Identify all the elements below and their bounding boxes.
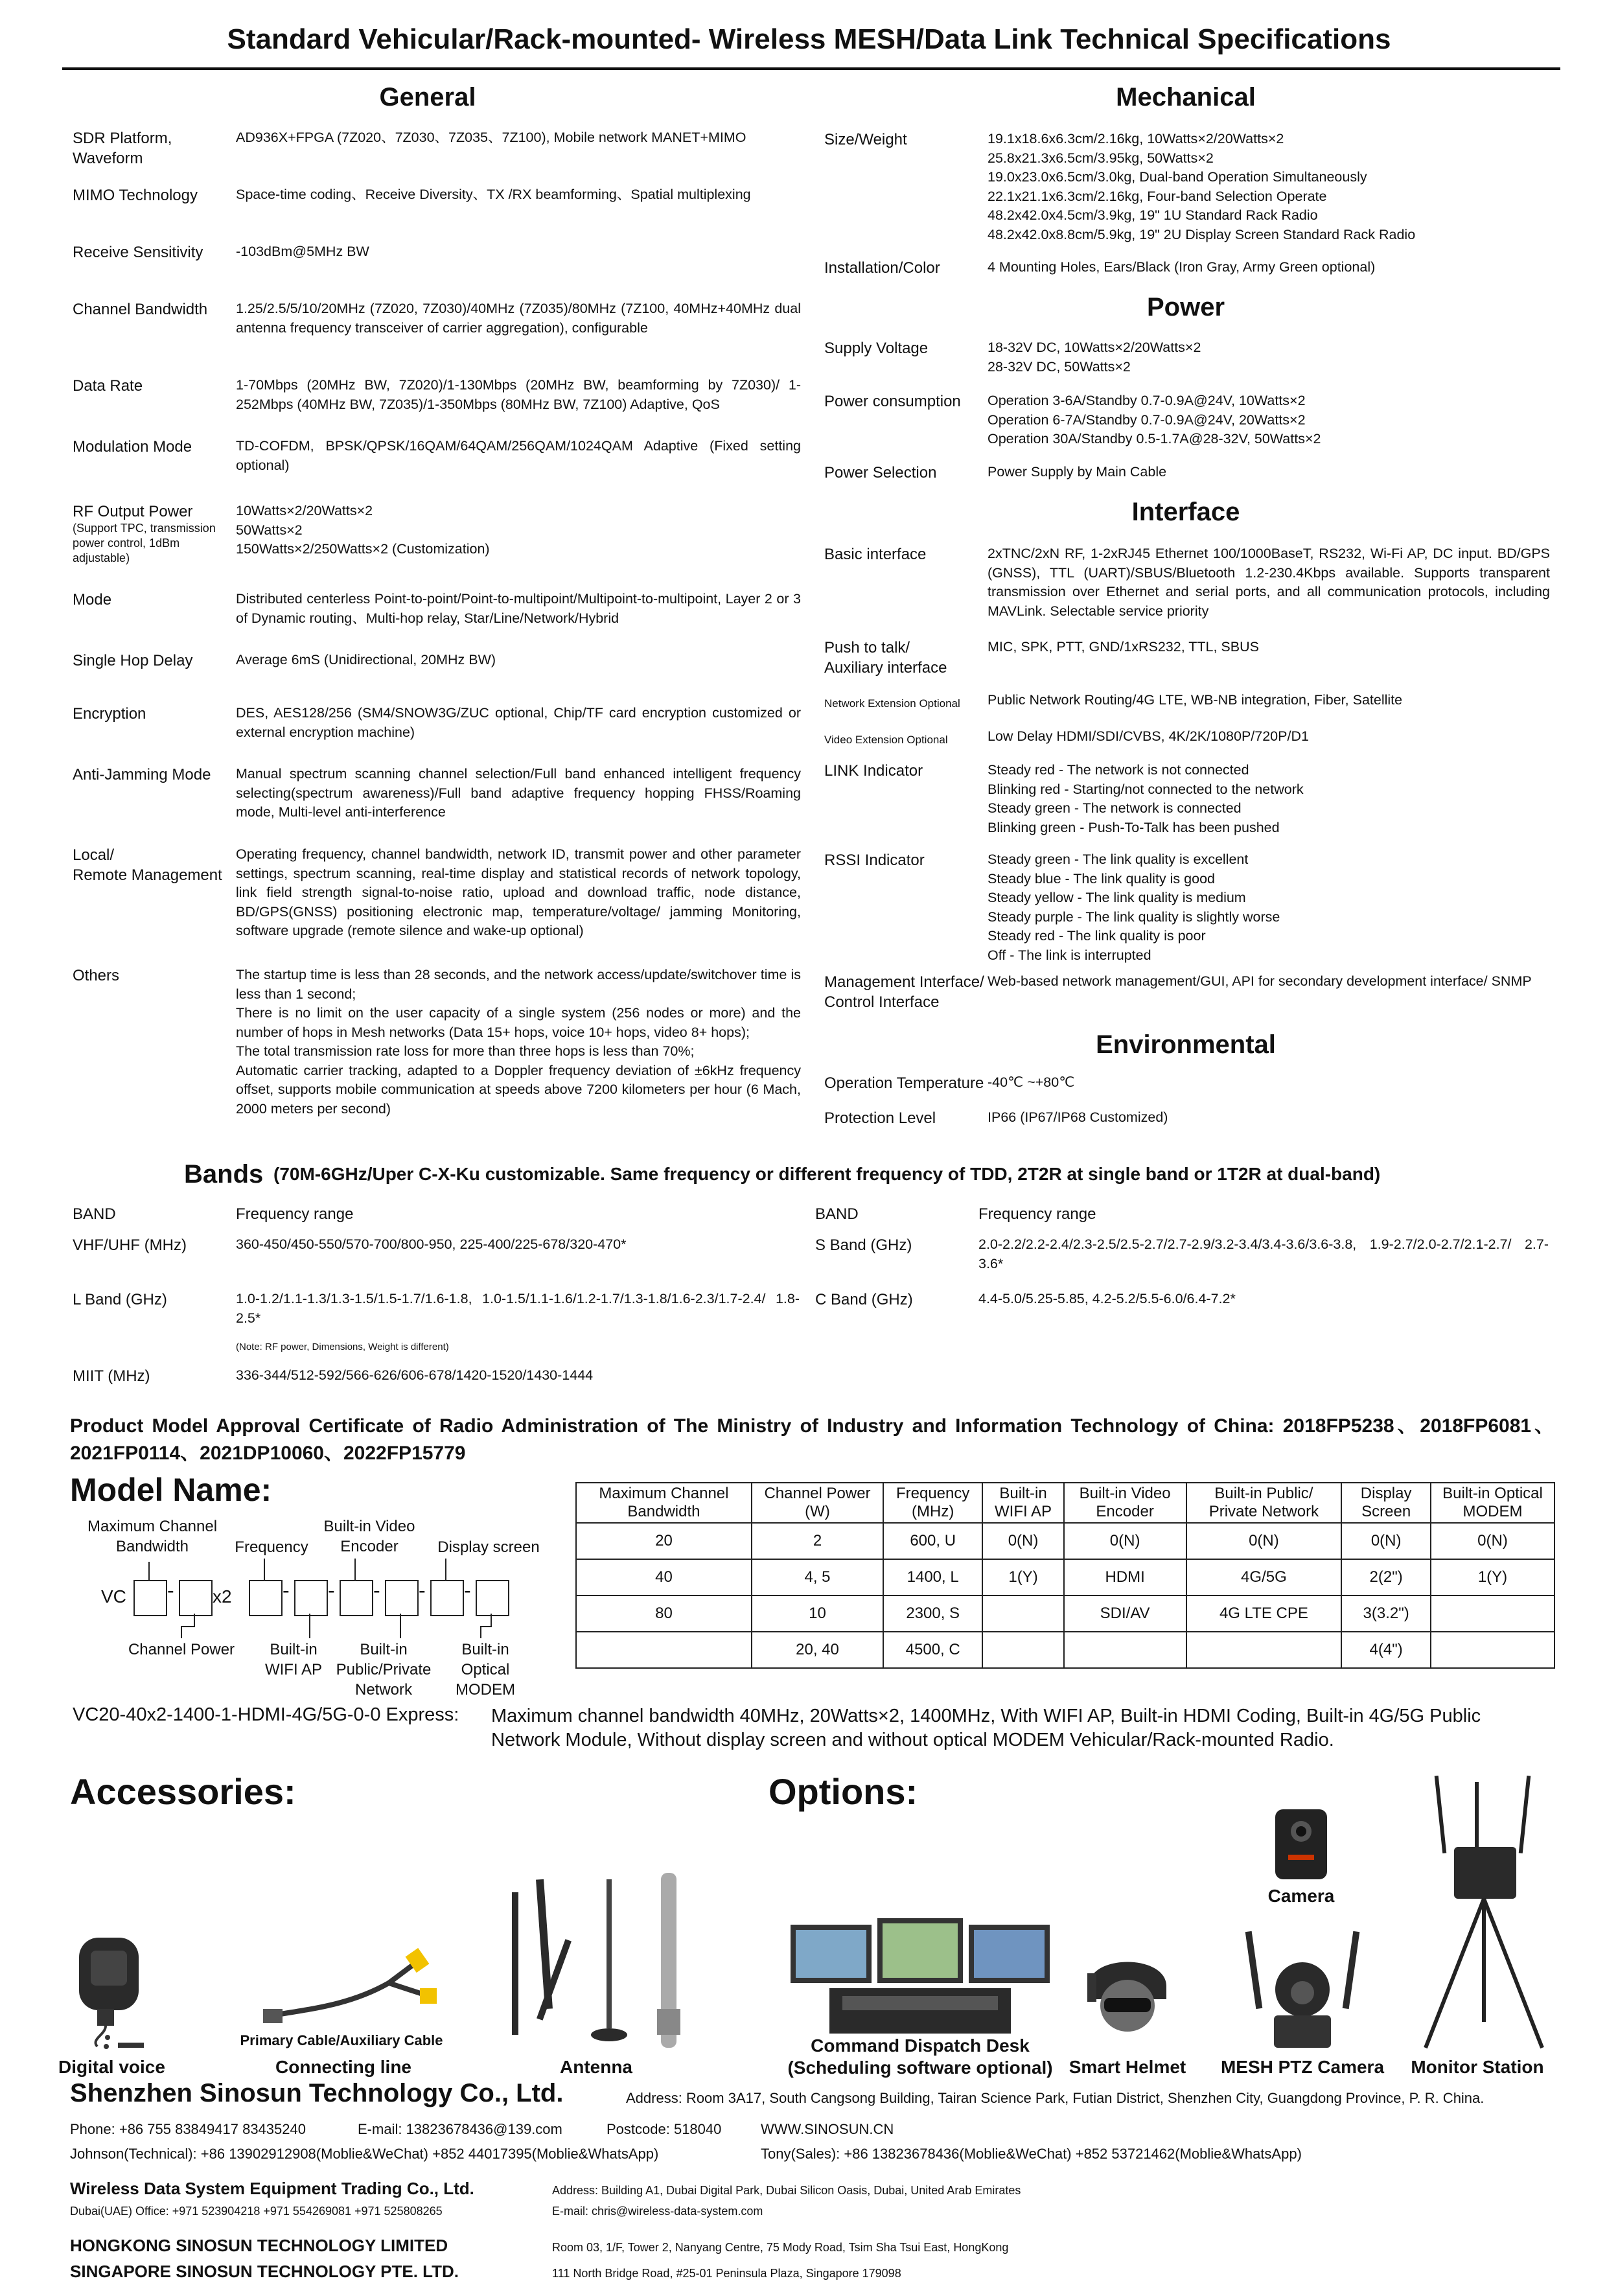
spec-label: Basic interface: [824, 546, 927, 563]
certificate-text: Product Model Approval Certificate of Radio Administration of The Ministry of Industry and Information Technology of China: 2018FP5238、2018FP6081、2021FP0114、2021DP10060、2022FP15779: [70, 1415, 1554, 1464]
table-cell: 1400, L: [883, 1559, 982, 1595]
options-heading: Options:: [769, 1771, 918, 1812]
spec-value: Operating frequency, channel bandwidth, network ID, transmit power and other parameter settings, spectrum scanning, real-time display and statistical records of network topology, link field strength signal-to-noise ratio, upload and download traffic, node distance, BD/GPS(GNSS) positioning electronic map, temperature/voltage/ jamming Monitoring, software upgrade (remote silence and wake-up optional): [236, 846, 801, 938]
band-range: 336-344/512-592/566-626/606-678/1420-1520/1430-1444: [236, 1367, 594, 1383]
spec-label: Push to talk/ Auxiliary interface: [824, 639, 947, 677]
table-header-cell: Display Screen: [1341, 1483, 1431, 1523]
table-cell: 4500, C: [883, 1632, 982, 1668]
table-header-cell: Channel Power (W): [752, 1483, 883, 1523]
table-cell: HDMI: [1064, 1559, 1186, 1595]
spec-value: Web-based network management/GUI, API for secondary development interface/ SNMP: [988, 973, 1532, 989]
spec-label: Supply Voltage: [824, 340, 929, 357]
table-cell: 4G/5G: [1186, 1559, 1342, 1595]
band-range: 4.4-5.0/5.25-5.85, 4.2-5.2/5.5-6.0/6.4-7.2*: [978, 1291, 1236, 1306]
spec-value: 18-32V DC, 10Watts×2/20Watts×2 28-32V DC, 50Watts×2: [988, 340, 1201, 375]
model-label-optical: Built-in Optical MODEM: [456, 1641, 515, 1699]
table-cell: 4, 5: [752, 1559, 883, 1595]
table-cell: [982, 1632, 1063, 1668]
spec-value: Average 6mS (Unidirectional, 20MHz BW): [236, 652, 496, 667]
model-options-table: [575, 1482, 1555, 1669]
spec-label: Management Interface/ Control Interface: [824, 973, 984, 1011]
model-dash: -: [464, 1579, 471, 1602]
hk-address: Room 03, 1/F, Tower 2, Nanyang Centre, 75 Mody Road, Tsim Sha Tsui East, HongKong: [552, 2241, 1009, 2254]
option-label: Camera: [1267, 1886, 1335, 1906]
company-address: Address: Room 3A17, South Cangsong Building, Tairan Science Park, Futian District, Shenzhen City, Guangdong Province, P. R. China.: [626, 2090, 1485, 2106]
table-cell: 20, 40: [752, 1632, 883, 1668]
table-cell: 20: [576, 1523, 752, 1559]
bands-heading: Bands: [184, 1160, 264, 1189]
band-name: S Band (GHz): [815, 1236, 912, 1254]
model-dash: -: [167, 1579, 174, 1602]
spec-value: Power Supply by Main Cable: [988, 464, 1167, 480]
table-header-cell: Built-in Public/ Private Network: [1186, 1483, 1342, 1523]
company-postcode: Postcode: 518040: [607, 2121, 722, 2137]
spec-label: Single Hop Delay: [73, 652, 193, 669]
spec-value: Manual spectrum scanning channel selection/Full band enhanced intelligent frequency selecting(spectrum awareness)/Full band adaptive frequency hopping FHSS/Roaming mode, Multi-level anti-interference: [236, 766, 801, 820]
handheld-microphone-icon: [65, 1931, 149, 2054]
model-label-display: Display screen: [437, 1538, 540, 1556]
cable-icon: [259, 1938, 441, 2041]
spec-value: Space-time coding、Receive Diversity、TX /RX beamforming、Spatial multiplexing: [236, 187, 751, 202]
sg-company-name: SINGAPORE SINOSUN TECHNOLOGY PTE. LTD.: [70, 2262, 459, 2281]
table-cell: 1(Y): [982, 1559, 1063, 1595]
company-website: WWW.SINOSUN.CN: [761, 2121, 894, 2137]
sg-address: 111 North Bridge Road, #25-01 Peninsula Plaza, Singapore 179098: [552, 2267, 901, 2280]
model-table-row: [576, 1595, 1554, 1632]
wds-company-name: Wireless Data System Equipment Trading Co., Ltd.: [70, 2179, 474, 2198]
model-label-frequency: Frequency: [235, 1538, 308, 1556]
mechanical-heading: Mechanical: [1116, 83, 1256, 111]
spec-label: Local/ Remote Management: [73, 846, 222, 884]
page-title: Standard Vehicular/Rack-mounted- Wireless MESH/Data Link Technical Specifications: [227, 23, 1391, 55]
table-cell: 0(N): [1431, 1523, 1554, 1559]
dispatch-desk-icon: [791, 1918, 1050, 2041]
table-cell: 4(4"): [1341, 1632, 1431, 1668]
spec-sublabel: (Support TPC, transmission power control, 1dBm adjustable): [73, 522, 216, 564]
table-header-cell: Built-in Optical MODEM: [1431, 1483, 1554, 1523]
dubai-office: Dubai(UAE) Office: +971 523904218 +971 554269081 +971 525808265: [70, 2205, 443, 2218]
option-label: MESH PTZ Camera: [1220, 2057, 1385, 2077]
spec-value: 1.25/2.5/5/10/20MHz (7Z020, 7Z030)/40MHz (7Z035)/80MHz (7Z100, 40MHz+40MHz dual antenna frequency transceiver of carrier aggregation), configurable: [236, 301, 801, 336]
ptz-camera-icon: [1238, 1931, 1367, 2054]
spec-label: SDR Platform, Waveform: [73, 130, 172, 167]
spec-value: Steady red - The network is not connected Blinking red - Starting/not connected to the network Steady green - The network is connected Blinking green - Push-To-Talk has been pushed: [988, 762, 1304, 835]
table-cell: 2300, S: [883, 1595, 982, 1632]
hk-company-name: HONGKONG SINOSUN TECHNOLOGY LIMITED: [70, 2236, 448, 2255]
spec-value: Steady green - The link quality is excellent Steady blue - The link quality is good Steady yellow - The link quality is medium Steady purple - The link quality is slightly worse Steady red - The link quality is poor Off - The link is interrupted: [988, 852, 1280, 963]
spec-value: Low Delay HDMI/SDI/CVBS, 4K/2K/1080P/720P/D1: [988, 728, 1309, 744]
spec-value: Operation 3-6A/Standby 0.7-0.9A@24V, 10Watts×2 Operation 6-7A/Standby 0.7-0.9A@24V, 20Watts×2 Operation 30A/Standby 0.5-1.7A@28-32V, 50Watts×2: [988, 393, 1321, 446]
interface-heading: Interface: [1131, 498, 1240, 526]
spec-value: 2xTNC/2xN RF, 1-2xRJ45 Ethernet 100/1000BaseT, RS232, Wi-Fi AP, DC input. BD/GPS (GNSS), TTL (UART)/SBUS/Bluetooth 1.2-230.4Kbps available. Supports transparent transmission over Ethernet and serial ports, and all communication protocols, including MAVLink. Selectable service priority: [988, 546, 1550, 619]
spec-label: Power consumption: [824, 393, 961, 410]
spec-label: Data Rate: [73, 377, 143, 395]
table-header-cell: Frequency (MHz): [883, 1483, 982, 1523]
table-cell: 0(N): [1341, 1523, 1431, 1559]
accessory-label: Connecting line: [275, 2057, 411, 2077]
band-name: VHF/UHF (MHz): [73, 1236, 187, 1254]
spec-label: Size/Weight: [824, 131, 907, 148]
table-cell: 0(N): [1064, 1523, 1186, 1559]
model-name-heading: Model Name:: [70, 1472, 272, 1508]
band-col-header-right: BAND: [815, 1205, 859, 1223]
table-header-cell: Maximum Channel Bandwidth: [576, 1483, 752, 1523]
band-name: L Band (GHz): [73, 1291, 167, 1308]
model-label-wifi: Built-in WIFI AP: [264, 1641, 322, 1678]
spec-label: Mode: [73, 591, 112, 609]
model-dash: -: [373, 1579, 380, 1602]
table-cell: 4G LTE CPE: [1186, 1595, 1342, 1632]
general-heading: General: [379, 83, 476, 111]
model-dash: -: [283, 1579, 290, 1602]
spec-value: IP66 (IP67/IP68 Customized): [988, 1109, 1168, 1125]
monitor-station-icon: [1413, 1776, 1555, 2054]
model-dash: -: [328, 1579, 335, 1602]
spec-label: Video Extension Optional: [824, 734, 948, 746]
spec-value: Distributed centerless Point-to-point/Point-to-multipoint/Multipoint-to-multipoint, Layer 2 or 3 of Dynamic routing、Multi-hop relay, Star/Line/Network/Hybrid: [236, 591, 801, 626]
spec-value: TD-COFDM, BPSK/QPSK/16QAM/64QAM/256QAM/1024QAM Adaptive (Fixed setting optional): [236, 438, 801, 473]
table-cell: [1186, 1632, 1342, 1668]
spec-label: Installation/Color: [824, 259, 940, 277]
spec-label: MIMO Technology: [73, 187, 198, 204]
body-camera-icon: [1269, 1805, 1334, 1883]
spec-value: 19.1x18.6x6.3cm/2.16kg, 10Watts×2/20Watts×2 25.8x21.3x6.5cm/3.95kg, 50Watts×2 19.0x23.0x6.5cm/3.0kg, Dual-band Operation Simultaneously 22.1x21.1x6.3cm/2.16kg, Four-band Selection Operate 48.2x42.0x4.5cm/3.9kg, 19" 1U Standard Rack Radio 48.2x42.0x8.8cm/5.9kg, 19" 2U Display Screen Standard Rack Radio: [988, 131, 1416, 242]
table-cell: 40: [576, 1559, 752, 1595]
model-label-bandwidth: Maximum Channel Bandwidth: [87, 1518, 218, 1555]
table-cell: 0(N): [1186, 1523, 1342, 1559]
model-example-text: Maximum channel bandwidth 40MHz, 20Watts×2, 1400MHz, With WIFI AP, Built-in HDMI Coding, Built-in 4G/5G Public Network Module, Without display screen and without optical MODEM Vehicular/Rack-mounted Radio.: [491, 1706, 1481, 1750]
company-phone: Phone: +86 755 83849417 83435240: [70, 2121, 306, 2137]
table-header-cell: Built-in WIFI AP: [982, 1483, 1063, 1523]
model-dash: -: [419, 1579, 426, 1602]
spec-value: Public Network Routing/4G LTE, WB-NB integration, Fiber, Satellite: [988, 692, 1403, 708]
spec-label: Network Extension Optional: [824, 697, 960, 710]
environmental-heading: Environmental: [1096, 1030, 1276, 1059]
table-cell: [576, 1632, 752, 1668]
table-cell: [1064, 1632, 1186, 1668]
option-label: Monitor Station: [1411, 2057, 1544, 2077]
model-table-header-row: [576, 1483, 1554, 1523]
model-prefix: VC: [101, 1586, 126, 1606]
model-table-row: [576, 1559, 1554, 1595]
spec-value: The startup time is less than 28 seconds, and the network access/update/switchover time is less than 1 second; There is no limit on the user capacity of a single system (256 nodes or more) and the number of hops in Mesh networks (Data 15+ hops, voice 10+ hops, video 8+ hops); The total transmission rate loss for more than three hops is less than 70%; Automatic carrier tracking, adapted to a Doppler frequency deviation of ±6kHz frequency offset, supports mobile communication at speeds above 7200 kilometers per hour (6 Mach, 2000 meters per second): [236, 967, 801, 1117]
dubai-email: E-mail: chris@wireless-data-system.com: [552, 2205, 763, 2218]
model-x2: x2: [213, 1586, 232, 1606]
contact-tony: Tony(Sales): +86 13823678436(Moblie&WeChat) +852 53721462(Moblie&WhatsApp): [761, 2146, 1302, 2162]
model-label-video-encoder: Built-in Video Encoder: [323, 1518, 415, 1555]
spec-value: MIC, SPK, PTT, GND/1xRS232, TTL, SBUS: [988, 639, 1259, 655]
spec-value: -40℃ ~+80℃: [988, 1074, 1075, 1090]
spec-value: AD936X+FPGA (7Z020、7Z030、7Z035、7Z100), Mobile network MANET+MIMO: [236, 130, 746, 145]
table-cell: [1431, 1632, 1554, 1668]
table-cell: [1431, 1595, 1554, 1632]
accessory-sublabel: Primary Cable/Auxiliary Cable: [240, 2032, 443, 2048]
table-cell: 1(Y): [1431, 1559, 1554, 1595]
spec-label: Others: [73, 967, 120, 984]
spec-label: RSSI Indicator: [824, 852, 925, 869]
accessory-label: Antenna: [560, 2057, 632, 2077]
option-label: Smart Helmet: [1069, 2057, 1186, 2077]
spec-value: 4 Mounting Holes, Ears/Black (Iron Gray, Army Green optional): [988, 259, 1376, 275]
spec-value: DES, AES128/256 (SM4/SNOW3G/ZUC optional, Chip/TF card encryption customized or external encryption machine): [236, 705, 801, 740]
company-email: E-mail: 13823678436@139.com: [358, 2121, 562, 2137]
model-label-power: Channel Power: [128, 1641, 235, 1658]
band-name: MIIT (MHz): [73, 1367, 150, 1385]
spec-label: Modulation Mode: [73, 438, 192, 456]
spec-value: 10Watts×2/20Watts×2 50Watts×2 150Watts×2/250Watts×2 (Customization): [236, 503, 490, 557]
table-cell: 3(3.2"): [1341, 1595, 1431, 1632]
spec-label: Channel Bandwidth: [73, 301, 208, 318]
company-name: Shenzhen Sinosun Technology Co., Ltd.: [70, 2079, 564, 2107]
band-name: C Band (GHz): [815, 1291, 913, 1308]
band-range: 1.0-1.2/1.1-1.3/1.3-1.5/1.5-1.7/1.6-1.8, 1.0-1.5/1.1-1.6/1.2-1.7/1.3-1.8/1.6-2.3/1.7-2.4/ 1.8-2.5*: [236, 1291, 800, 1326]
spec-label: Anti-Jamming Mode: [73, 766, 211, 783]
band-col-header: BAND: [73, 1205, 116, 1223]
spec-label: Receive Sensitivity: [73, 244, 203, 261]
accessories-heading: Accessories:: [70, 1771, 296, 1812]
model-connector-lines: [0, 0, 583, 1750]
frequency-col-header-right: Frequency range: [978, 1205, 1096, 1223]
table-cell: [982, 1595, 1063, 1632]
table-cell: 80: [576, 1595, 752, 1632]
spec-value: 1-70Mbps (20MHz BW, 7Z020)/1-130Mbps (20MHz BW, beamforming by 7Z030)/ 1-252Mbps (40MHz BW, 7Z035)/1-350Mbps (80MHz BW, 7Z100) Adaptive, QoS: [236, 377, 801, 412]
spec-label: Encryption: [73, 705, 146, 723]
frequency-col-header: Frequency range: [236, 1205, 354, 1223]
spec-label: LINK Indicator: [824, 762, 923, 780]
accessory-label: Digital voice: [58, 2057, 165, 2077]
spec-label: Power Selection: [824, 464, 937, 481]
helmet-icon: [1076, 1934, 1179, 2038]
model-example-code: VC20-40x2-1400-1-HDMI-4G/5G-0-0 Express:: [73, 1704, 459, 1725]
model-table-row: [576, 1523, 1554, 1559]
table-header-cell: Built-in Video Encoder: [1064, 1483, 1186, 1523]
table-cell: 10: [752, 1595, 883, 1632]
spec-label: Operation Temperature: [824, 1074, 984, 1092]
model-label-network: Built-in Public/Private Network: [336, 1641, 432, 1699]
spec-value: -103dBm@5MHz BW: [236, 244, 369, 259]
table-cell: 600, U: [883, 1523, 982, 1559]
model-table-row: [576, 1632, 1554, 1668]
band-range: 2.0-2.2/2.2-2.4/2.3-2.5/2.5-2.7/2.7-2.9/3.2-3.4/3.4-3.6/3.6-3.8, 1.9-2.7/2.0-2.7/2.1-2.7/ 2.7-3.6*: [978, 1236, 1549, 1271]
table-cell: 2(2"): [1341, 1559, 1431, 1595]
bands-subheading: (70M-6GHz/Uper C-X-Ku customizable. Same frequency or different frequency of TDD, 2T2R at single band or 1T2R at dual-band): [273, 1164, 1381, 1184]
power-heading: Power: [1146, 293, 1225, 321]
wds-address: Address: Building A1, Dubai Digital Park, Dubai Silicon Oasis, Dubai, United Arab Emirates: [552, 2184, 1021, 2197]
table-cell: 2: [752, 1523, 883, 1559]
bands-note: (Note: RF power, Dimensions, Weight is different): [236, 1341, 449, 1352]
band-range: 360-450/450-550/570-700/800-950, 225-400/225-678/320-470*: [236, 1236, 627, 1252]
table-cell: 0(N): [982, 1523, 1063, 1559]
antenna-icon: [492, 1866, 713, 2054]
option-label: Command Dispatch Desk (Scheduling software optional): [787, 2035, 1053, 2078]
spec-label: RF Output Power: [73, 503, 193, 520]
table-cell: SDI/AV: [1064, 1595, 1186, 1632]
contact-johnson: Johnson(Technical): +86 13902912908(Moblie&WeChat) +852 44017395(Moblie&WhatsApp): [70, 2146, 659, 2162]
spec-label: Protection Level: [824, 1109, 936, 1127]
